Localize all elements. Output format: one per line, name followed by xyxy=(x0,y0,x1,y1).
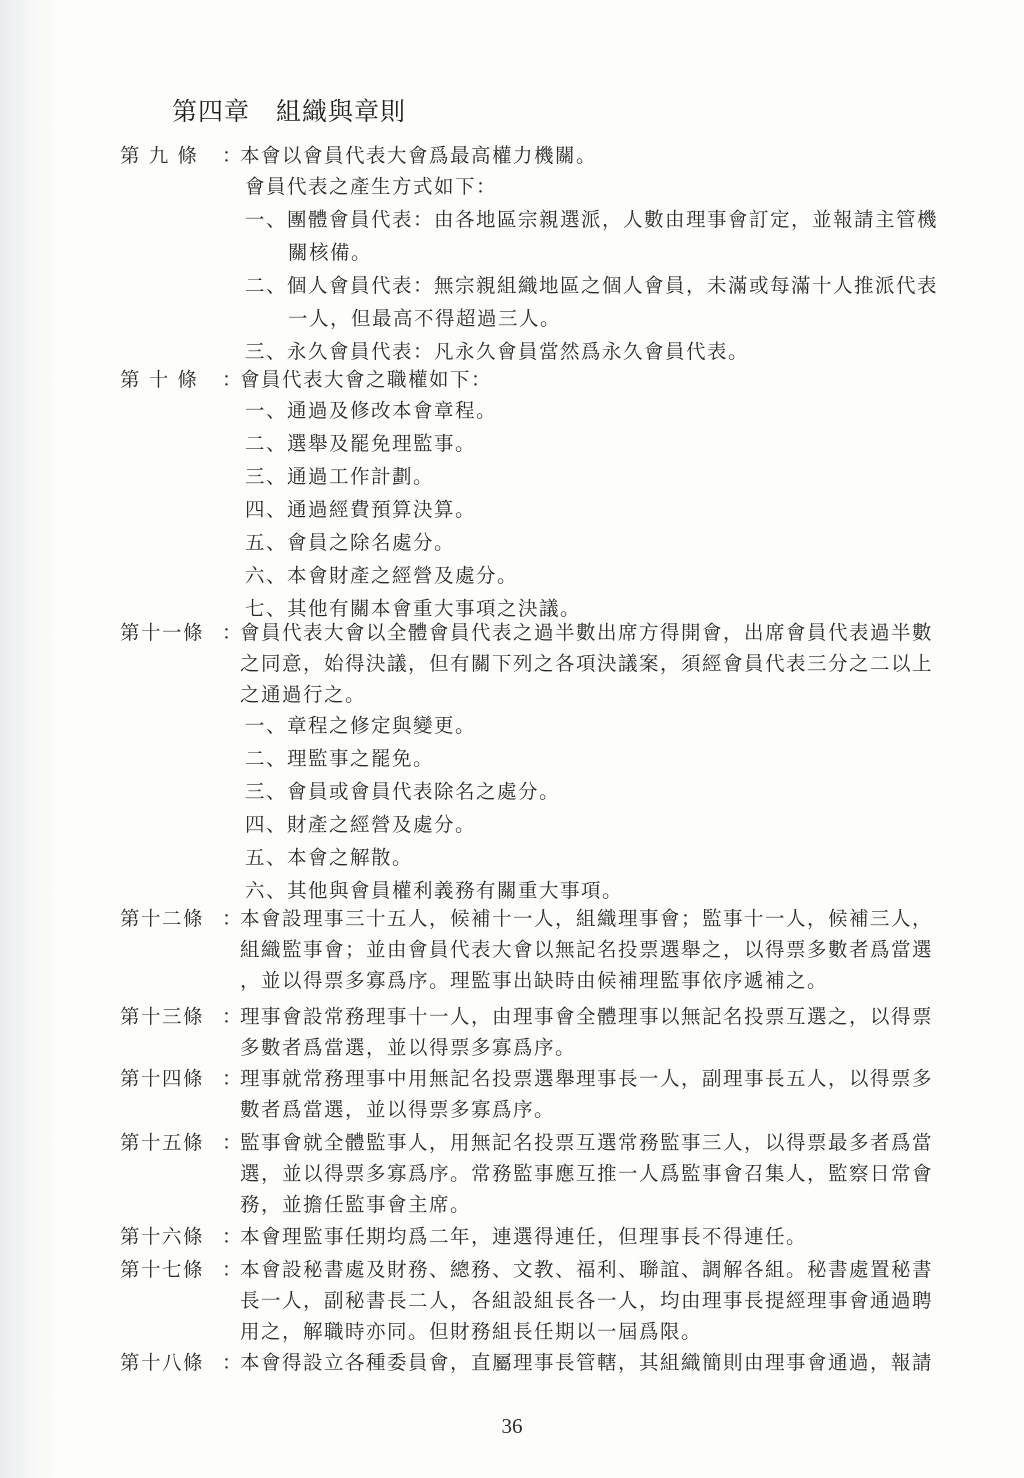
article-text-line: 用之，解職時亦同。但財務組長任期以一屆爲限。 xyxy=(240,1320,703,1343)
list-item: 五、會員之除名處分。 xyxy=(245,531,456,554)
page-number: 36 xyxy=(501,1414,523,1438)
article-text-line: 之通過行之。 xyxy=(240,683,367,706)
article-colon: ： xyxy=(222,1067,242,1090)
list-item: 六、其他與會員權利義務有關重大事項。 xyxy=(245,879,624,902)
article-text-line: 長一人，副秘書長二人，各組設組長各一人，均由理事長提經理事會通過聘 xyxy=(240,1289,934,1312)
article-text-line: 理事會設常務理事十一人，由理事會全體理事以無記名投票互選之，以得票 xyxy=(240,1005,934,1028)
article-text-line: 選，並以得票多寡爲序。常務監事應互推一人爲監事會召集人，監察日常會 xyxy=(240,1162,934,1185)
list-item: 二、理監事之罷免。 xyxy=(245,747,435,770)
article-colon: ： xyxy=(222,1258,242,1281)
list-item: 一、團體會員代表：由各地區宗親選派，人數由理事會訂定，並報請主管機 xyxy=(245,208,939,231)
article-colon: ： xyxy=(222,621,242,644)
article-label: 第十二條 xyxy=(120,907,205,930)
article-colon: ： xyxy=(222,144,242,167)
article-colon: ： xyxy=(222,907,242,930)
article-colon: ： xyxy=(222,368,242,391)
list-item: 三、會員或會員代表除名之處分。 xyxy=(245,780,561,803)
article-label: 第十六條 xyxy=(120,1225,205,1248)
article-label: 第十七條 xyxy=(120,1258,205,1281)
article-text-line: 多數者爲當選，並以得票多寡爲序。 xyxy=(240,1036,577,1059)
article-text-line: 本會理監事任期均爲二年，連選得連任，但理事長不得連任。 xyxy=(240,1225,808,1248)
list-item: 三、通過工作計劃。 xyxy=(245,465,435,488)
article-text-line: 數者爲當選，並以得票多寡爲序。 xyxy=(240,1098,556,1121)
list-item: 四、通過經費預算決算。 xyxy=(245,498,477,521)
list-item-continuation: 一人，但最高不得超過三人。 xyxy=(288,307,562,330)
chapter-number: 第四章 xyxy=(172,97,251,126)
article-text-line: 本會設秘書處及財務、總務、文教、福利、聯誼、調解各組。秘書處置秘書 xyxy=(240,1258,934,1281)
article-colon: ： xyxy=(222,1225,242,1248)
list-item-continuation: 關核備。 xyxy=(288,241,373,264)
list-item: 一、通過及修改本會章程。 xyxy=(245,399,498,422)
article-text-line: 務，並擔任監事會主席。 xyxy=(240,1193,472,1216)
article-text-line: 會員代表大會以全體會員代表之過半數出席方得開會，出席會員代表過半數 xyxy=(240,621,934,644)
list-item: 四、財產之經營及處分。 xyxy=(245,813,477,836)
list-item: 六、本會財產之經營及處分。 xyxy=(245,564,519,587)
article-label: 第十四條 xyxy=(120,1067,205,1090)
article-colon: ： xyxy=(222,1005,242,1028)
article-label: 第十五條 xyxy=(120,1131,205,1154)
article-text-line: 本會以會員代表大會爲最高權力機關。 xyxy=(240,144,598,167)
article-text-line: 理事就常務理事中用無記名投票選舉理事長一人，副理事長五人，以得票多 xyxy=(240,1067,934,1090)
article-text-line: ，並以得票多寡爲序。理監事出缺時由候補理監事依序遞補之。 xyxy=(240,969,829,992)
chapter-name: 組織與章則 xyxy=(276,97,407,126)
list-item: 七、其他有關本會重大事項之決議。 xyxy=(245,597,582,620)
article-text-line: 會員代表大會之職權如下： xyxy=(240,368,493,391)
list-item: 二、個人會員代表：無宗親組織地區之個人會員，未滿或每滿十人推派代表 xyxy=(245,274,939,297)
article-label: 第十八條 xyxy=(120,1351,205,1374)
article-text-line: 之同意，始得決議，但有關下列之各項決議案，須經會員代表三分之二以上 xyxy=(240,652,934,675)
list-item: 三、永久會員代表：凡永久會員當然爲永久會員代表。 xyxy=(245,340,750,363)
article-label: 第 九 條 xyxy=(120,144,199,167)
article-text-line: 本會設理事三十五人，候補十一人，組織理事會；監事十一人，候補三人， xyxy=(240,907,934,930)
article-text-line: 監事會就全體監事人，用無記名投票互選常務監事三人，以得票最多者爲當 xyxy=(240,1131,934,1154)
list-item: 一、章程之修定與變更。 xyxy=(245,714,477,737)
article-text-line: 組織監事會；並由會員代表大會以無記名投票選舉之，以得票多數者爲當選 xyxy=(240,938,934,961)
list-item: 會員代表之產生方式如下： xyxy=(245,175,498,198)
article-label: 第十三條 xyxy=(120,1005,205,1028)
list-item: 五、本會之解散。 xyxy=(245,846,414,869)
article-label: 第 十 條 xyxy=(120,368,199,391)
article-text-line: 本會得設立各種委員會，直屬理事長管轄，其組織簡則由理事會通過，報請 xyxy=(240,1351,934,1374)
article-colon: ： xyxy=(222,1131,242,1154)
article-colon: ： xyxy=(222,1351,242,1374)
list-item: 二、選舉及罷免理監事。 xyxy=(245,432,477,455)
article-label: 第十一條 xyxy=(120,621,205,644)
